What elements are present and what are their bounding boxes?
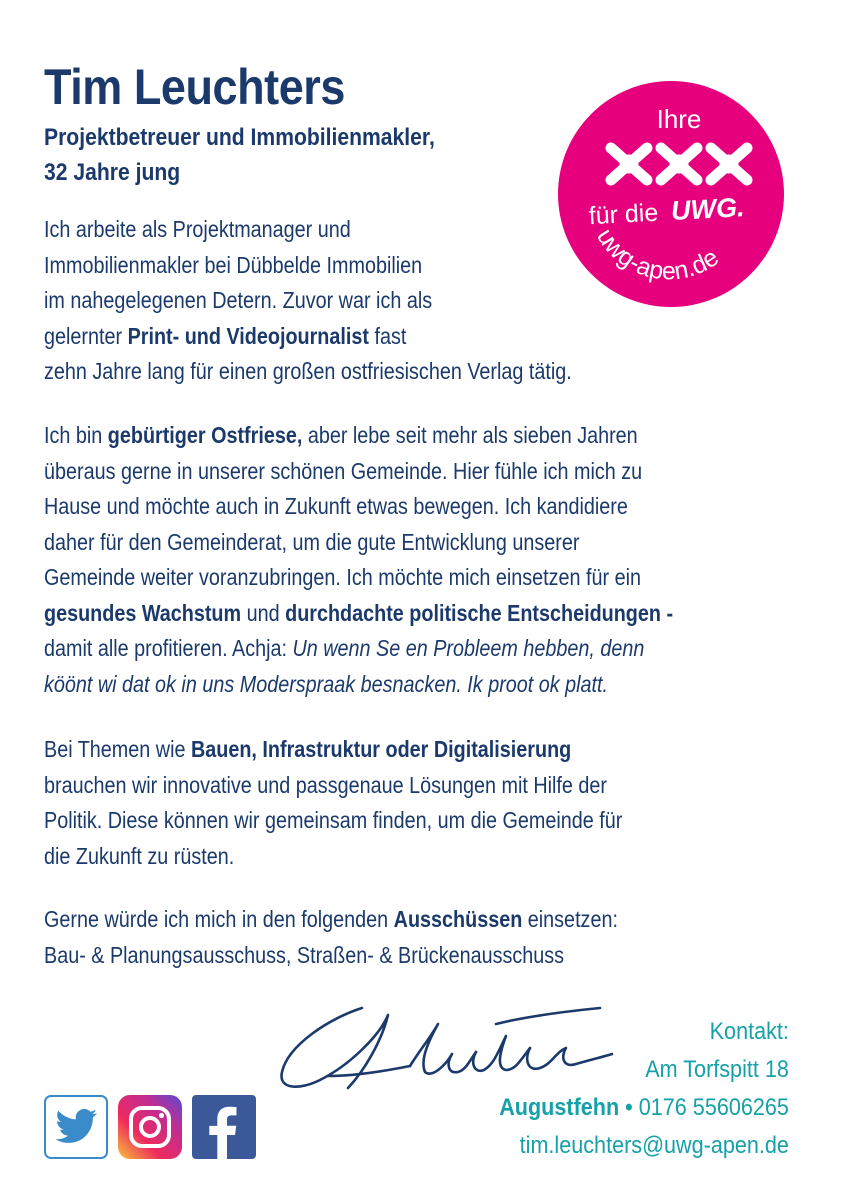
contact-email[interactable]: tim.leuchters@uwg-apen.de	[519, 1132, 789, 1159]
text-line: die Zukunft zu rüsten.	[44, 842, 235, 869]
text-line: gesundes Wachstum und durchdachte politische Entscheidungen -	[44, 599, 674, 626]
paragraph-background	[44, 418, 673, 702]
instagram-icon[interactable]	[118, 1095, 182, 1159]
paragraph-topics	[44, 732, 622, 874]
text-line: Ich arbeite als Projektmanager und	[44, 216, 351, 242]
contact-town: Augustfehn	[499, 1094, 620, 1121]
text-line: Hause und möchte auch in Zukunft etwas bewegen. Ich kandidiere	[44, 493, 628, 519]
paragraph-intro	[44, 212, 572, 390]
text-line: damit alle profitieren. Achja: Un wenn Se en Probleem hebben, denn	[44, 635, 645, 661]
page-title: Tim Leuchters	[44, 59, 345, 115]
contact-label: Kontakt:	[709, 1018, 789, 1045]
contact-street: Am Torfspitt 18	[645, 1056, 789, 1083]
text-line: zehn Jahre lang für einen großen ostfriesischen Verlag tätig.	[44, 358, 572, 384]
text-line: Politik. Diese können wir gemeinsam finden, um die Gemeinde für	[44, 807, 623, 833]
subtitle-line: Projektbetreuer und Immobilienmakler,	[44, 124, 435, 151]
text-line: Bei Themen wie Bauen, Infrastruktur oder Digitalisierung	[44, 736, 572, 762]
text-line: Immobilienmakler bei Dübbelde Immobilien	[44, 251, 423, 278]
contact-phone[interactable]: 0176 55606265	[638, 1094, 789, 1121]
facebook-icon[interactable]	[192, 1095, 256, 1159]
badge-middle-prefix: für die	[588, 198, 659, 231]
contact-town-phone: Augustfehn • 0176 55606265	[499, 1094, 789, 1121]
subtitle-line: 32 Jahre jung	[44, 159, 181, 186]
text-line: daher für den Gemeinderat, um die gute Entwicklung unserer	[44, 528, 580, 555]
badge-brand: UWG.	[670, 192, 746, 226]
uwg-election-badge	[555, 78, 787, 310]
badge-top-text: Ihre	[656, 104, 702, 134]
text-line: brauchen wir innovative und passgenaue Lösungen mit Hilfe der	[44, 771, 607, 798]
text-line: Ich bin gebürtiger Ostfriese, aber lebe seit mehr als sieben Jahren	[44, 422, 638, 448]
badge-url: uwg-apen.de	[591, 223, 724, 286]
contact-block	[499, 1013, 789, 1165]
text-line: Bau- & Planungsausschuss, Straßen- & Brückenausschuss	[44, 941, 565, 968]
text-line: gelernter Print- und Videojournalist fast	[44, 322, 407, 349]
text-line: köönt wi dat ok in uns Moderspraak besnacken. Ik proot ok platt.	[44, 670, 609, 697]
text-line: Gerne würde ich mich in den folgenden Ausschüssen einsetzen:	[44, 906, 618, 932]
twitter-icon[interactable]	[44, 1095, 108, 1159]
text-line: im nahegelegenen Detern. Zuvor war ich als	[44, 287, 433, 313]
paragraph-committees	[44, 902, 618, 973]
text-line: Gemeinde weiter voranzubringen. Ich möchte mich einsetzen für ein	[44, 564, 642, 590]
subtitle	[44, 120, 435, 190]
text-line: überaus gerne in unserer schönen Gemeinde. Hier fühle ich mich zu	[44, 457, 643, 484]
